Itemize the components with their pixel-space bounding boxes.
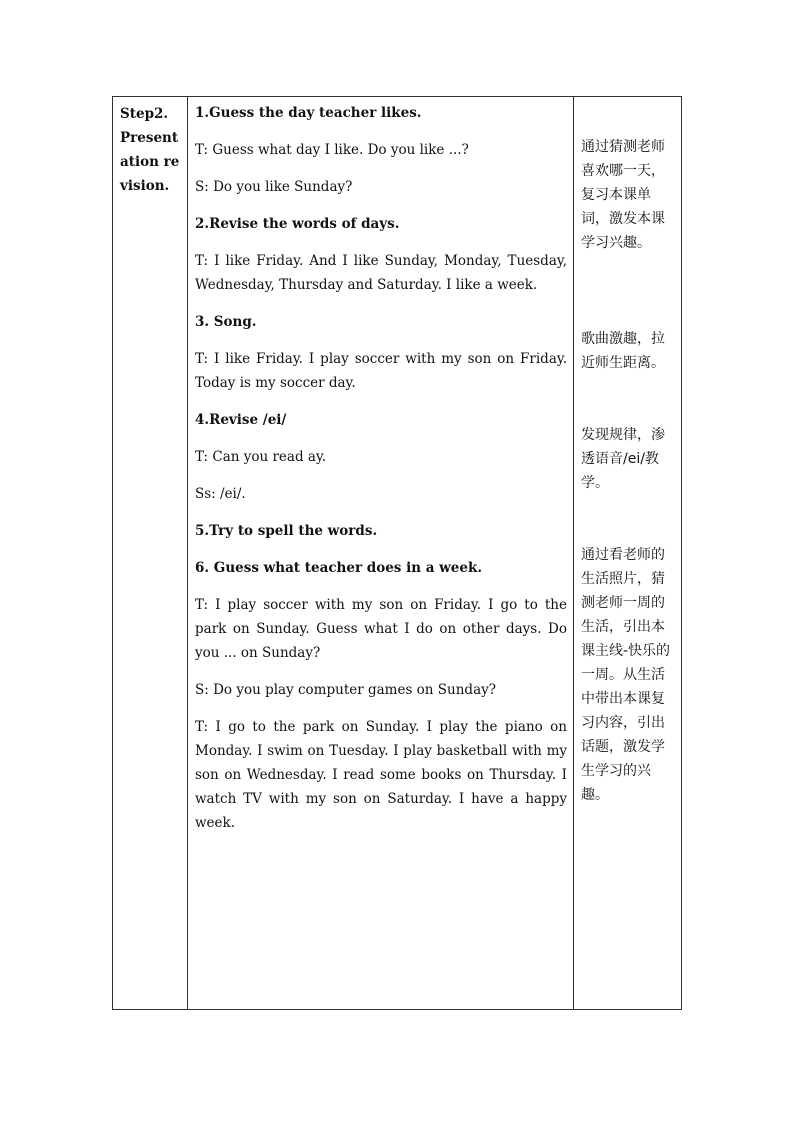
process-line: S: Do you play computer games on Sunday?: [195, 682, 496, 698]
process-heading-song: 3. Song.: [195, 314, 257, 330]
process-heading-spell: 5.Try to spell the words.: [195, 523, 378, 539]
process-line: T: I like Friday. I play soccer with my son on Friday. Today is my soccer day.: [195, 351, 567, 391]
process-heading-guess-week: 6. Guess what teacher does in a week.: [195, 560, 483, 576]
process-line: T: Can you read ay.: [195, 449, 327, 465]
step-cell: [113, 97, 188, 1010]
process-line: T: I go to the park on Sunday. I play the piano on Monday. I swim on Tuesday. I play basketball with my son on Wednesday. I read some books on Thursday. I watch TV with my son on Saturday. I have a happy week.: [195, 719, 567, 831]
process-line: T: Guess what day I like. Do you like ...?: [195, 142, 469, 158]
design-note: 通过看老师的生活照片，猜测老师一周的生活，引出本课主线-快乐的一周。从生活中带出本课复习内容，引出话题，激发学生学习的兴趣。: [581, 547, 671, 803]
process-line: Ss: /ei/.: [195, 486, 246, 502]
process-cell: [188, 97, 574, 1010]
design-note: 歌曲激趣，拉近师生距离。: [581, 331, 665, 371]
process-heading-revise-days: 2.Revise the words of days.: [195, 216, 400, 232]
design-note: 通过猜测老师喜欢哪一天，复习本课单词，激发本课学习兴趣。: [581, 139, 665, 251]
process-line: T: I play soccer with my son on Friday. I go to the park on Sunday. Guess what I do on other days. Do you ... on Sunday?: [195, 597, 567, 661]
lesson-plan-table: [112, 96, 682, 1010]
notes-cell: [574, 97, 682, 1010]
process-heading-revise-ei: 4.Revise /ei/: [195, 412, 287, 428]
design-note: 发现规律，渗透语音/ei/教学。: [581, 427, 665, 491]
process-heading-guess-day: 1.Guess the day teacher likes.: [195, 105, 422, 121]
process-line: T: I like Friday. And I like Sunday, Monday, Tuesday, Wednesday, Thursday and Saturday. I like a week.: [195, 253, 567, 293]
step-label: Step2. Presentation revision.: [120, 106, 180, 194]
process-line: S: Do you like Sunday?: [195, 179, 353, 195]
table-row: [113, 97, 682, 1010]
